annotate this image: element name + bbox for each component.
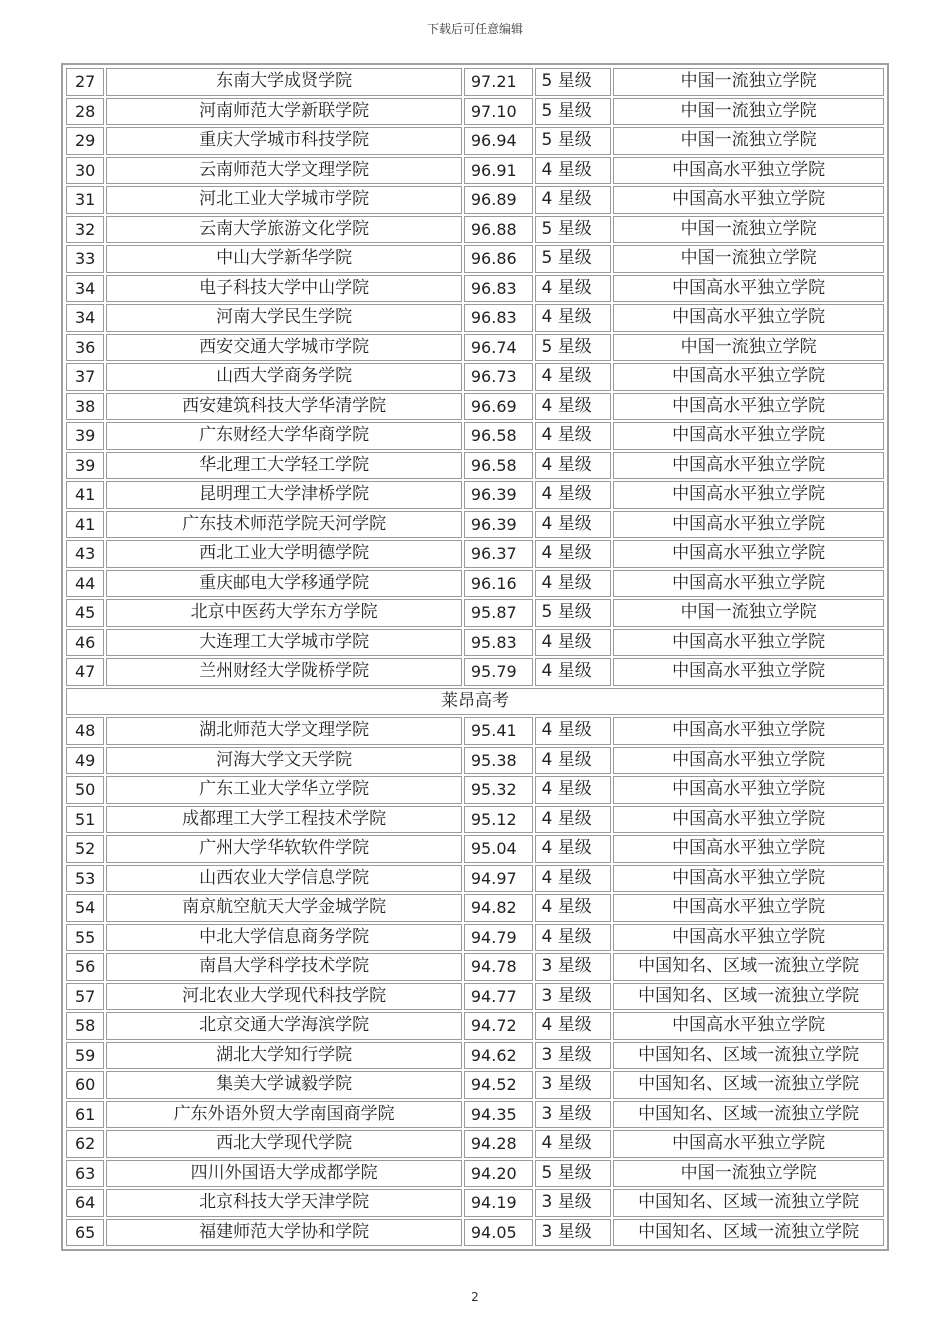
rank-cell: 54: [66, 894, 104, 922]
level-cell: 中国高水平独立学院: [613, 540, 884, 568]
score-cell: 96.37: [464, 540, 533, 568]
college-name-cell: 山西大学商务学院: [106, 363, 462, 391]
college-name-cell: 山西农业大学信息学院: [106, 865, 462, 893]
rank-cell: 44: [66, 570, 104, 598]
table-row: [66, 983, 884, 1011]
level-cell: 中国一流独立学院: [613, 599, 884, 627]
college-name-cell: 华北理工大学轻工学院: [106, 452, 462, 480]
star-rating-cell: 3 星级: [535, 1101, 612, 1129]
score-cell: 96.91: [464, 157, 533, 185]
score-cell: 94.97: [464, 865, 533, 893]
rank-cell: 41: [66, 481, 104, 509]
college-name-cell: 西北大学现代学院: [106, 1130, 462, 1158]
level-cell: 中国一流独立学院: [613, 98, 884, 126]
rank-cell: 36: [66, 334, 104, 362]
score-cell: 96.83: [464, 304, 533, 332]
rank-cell: 59: [66, 1042, 104, 1070]
rank-cell: 37: [66, 363, 104, 391]
table-row: [66, 1219, 884, 1247]
college-name-cell: 河北农业大学现代科技学院: [106, 983, 462, 1011]
score-cell: 94.78: [464, 953, 533, 981]
level-cell: 中国高水平独立学院: [613, 865, 884, 893]
star-rating-cell: 4 星级: [535, 717, 612, 745]
star-rating-cell: 4 星级: [535, 511, 612, 539]
level-cell: 中国高水平独立学院: [613, 275, 884, 303]
rank-cell: 52: [66, 835, 104, 863]
score-cell: 96.94: [464, 127, 533, 155]
star-rating-cell: 4 星级: [535, 658, 612, 686]
score-cell: 96.73: [464, 363, 533, 391]
star-rating-cell: 5 星级: [535, 599, 612, 627]
college-name-cell: 广东工业大学华立学院: [106, 776, 462, 804]
star-rating-cell: 5 星级: [535, 1160, 612, 1188]
star-rating-cell: 4 星级: [535, 452, 612, 480]
score-cell: 97.10: [464, 98, 533, 126]
star-rating-cell: 5 星级: [535, 334, 612, 362]
rank-cell: 64: [66, 1189, 104, 1217]
rank-cell: 34: [66, 275, 104, 303]
level-cell: 中国高水平独立学院: [613, 747, 884, 775]
college-name-cell: 重庆邮电大学移通学院: [106, 570, 462, 598]
star-rating-cell: 4 星级: [535, 275, 612, 303]
college-name-cell: 河南师范大学新联学院: [106, 98, 462, 126]
star-rating-cell: 4 星级: [535, 540, 612, 568]
college-name-cell: 中北大学信息商务学院: [106, 924, 462, 952]
level-cell: 中国一流独立学院: [613, 245, 884, 273]
college-name-cell: 西安交通大学城市学院: [106, 334, 462, 362]
star-rating-cell: 5 星级: [535, 98, 612, 126]
level-cell: 中国高水平独立学院: [613, 806, 884, 834]
score-cell: 97.21: [464, 68, 533, 96]
rank-cell: 29: [66, 127, 104, 155]
level-cell: 中国高水平独立学院: [613, 304, 884, 332]
table-row: [66, 570, 884, 598]
level-cell: 中国高水平独立学院: [613, 924, 884, 952]
score-cell: 96.39: [464, 481, 533, 509]
star-rating-cell: 4 星级: [535, 924, 612, 952]
level-cell: 中国知名、区域一流独立学院: [613, 1219, 884, 1247]
college-name-cell: 河海大学文天学院: [106, 747, 462, 775]
score-cell: 95.83: [464, 629, 533, 657]
college-name-cell: 东南大学成贤学院: [106, 68, 462, 96]
rank-cell: 50: [66, 776, 104, 804]
rank-cell: 32: [66, 216, 104, 244]
college-name-cell: 西安建筑科技大学华清学院: [106, 393, 462, 421]
score-cell: 94.20: [464, 1160, 533, 1188]
banner-cell: 莱昂高考: [66, 688, 884, 716]
rank-cell: 33: [66, 245, 104, 273]
table-row: [66, 806, 884, 834]
star-rating-cell: 4 星级: [535, 363, 612, 391]
table-row: [66, 1012, 884, 1040]
college-name-cell: 重庆大学城市科技学院: [106, 127, 462, 155]
score-cell: 95.12: [464, 806, 533, 834]
rank-cell: 43: [66, 540, 104, 568]
level-cell: 中国高水平独立学院: [613, 1012, 884, 1040]
table-row: [66, 334, 884, 362]
score-cell: 96.89: [464, 186, 533, 214]
table-row: [66, 186, 884, 214]
rank-cell: 56: [66, 953, 104, 981]
college-name-cell: 四川外国语大学成都学院: [106, 1160, 462, 1188]
score-cell: 96.58: [464, 422, 533, 450]
level-cell: 中国高水平独立学院: [613, 776, 884, 804]
star-rating-cell: 3 星级: [535, 1219, 612, 1247]
ranking-rows-top: [66, 68, 884, 686]
level-cell: 中国高水平独立学院: [613, 157, 884, 185]
table-row: [66, 924, 884, 952]
college-name-cell: 湖北大学知行学院: [106, 1042, 462, 1070]
score-cell: 94.28: [464, 1130, 533, 1158]
level-cell: 中国一流独立学院: [613, 216, 884, 244]
table-row: [66, 393, 884, 421]
score-cell: 94.72: [464, 1012, 533, 1040]
star-rating-cell: 4 星级: [535, 1012, 612, 1040]
level-cell: 中国一流独立学院: [613, 1160, 884, 1188]
rank-cell: 58: [66, 1012, 104, 1040]
table-row: [66, 127, 884, 155]
level-cell: 中国知名、区域一流独立学院: [613, 1071, 884, 1099]
star-rating-cell: 4 星级: [535, 776, 612, 804]
rank-cell: 38: [66, 393, 104, 421]
score-cell: 96.58: [464, 452, 533, 480]
rank-cell: 57: [66, 983, 104, 1011]
star-rating-cell: 3 星级: [535, 953, 612, 981]
score-cell: 96.39: [464, 511, 533, 539]
star-rating-cell: 5 星级: [535, 216, 612, 244]
score-cell: 96.16: [464, 570, 533, 598]
college-name-cell: 昆明理工大学津桥学院: [106, 481, 462, 509]
table-row: [66, 835, 884, 863]
table-row: [66, 68, 884, 96]
rank-cell: 31: [66, 186, 104, 214]
rank-cell: 47: [66, 658, 104, 686]
score-cell: 95.79: [464, 658, 533, 686]
star-rating-cell: 3 星级: [535, 1042, 612, 1070]
level-cell: 中国高水平独立学院: [613, 481, 884, 509]
rank-cell: 63: [66, 1160, 104, 1188]
level-cell: 中国高水平独立学院: [613, 452, 884, 480]
rank-cell: 48: [66, 717, 104, 745]
score-cell: 95.04: [464, 835, 533, 863]
college-name-cell: 大连理工大学城市学院: [106, 629, 462, 657]
rank-cell: 53: [66, 865, 104, 893]
level-cell: 中国知名、区域一流独立学院: [613, 953, 884, 981]
star-rating-cell: 5 星级: [535, 68, 612, 96]
star-rating-cell: 4 星级: [535, 157, 612, 185]
star-rating-cell: 4 星级: [535, 1130, 612, 1158]
college-name-cell: 北京中医药大学东方学院: [106, 599, 462, 627]
table-row: [66, 776, 884, 804]
score-cell: 94.77: [464, 983, 533, 1011]
page-number: 2: [471, 1290, 479, 1304]
college-name-cell: 电子科技大学中山学院: [106, 275, 462, 303]
level-cell: 中国知名、区域一流独立学院: [613, 1042, 884, 1070]
level-cell: 中国知名、区域一流独立学院: [613, 1189, 884, 1217]
rank-cell: 30: [66, 157, 104, 185]
table-row: [66, 629, 884, 657]
table-row: [66, 481, 884, 509]
table-row: [66, 422, 884, 450]
college-name-cell: 福建师范大学协和学院: [106, 1219, 462, 1247]
table-row: [66, 1101, 884, 1129]
score-cell: 95.38: [464, 747, 533, 775]
star-rating-cell: 4 星级: [535, 629, 612, 657]
table-row: [66, 1071, 884, 1099]
score-cell: 96.83: [464, 275, 533, 303]
star-rating-cell: 4 星级: [535, 806, 612, 834]
table-row: [66, 1130, 884, 1158]
table-row: [66, 540, 884, 568]
star-rating-cell: 4 星级: [535, 570, 612, 598]
star-rating-cell: 3 星级: [535, 1189, 612, 1217]
level-cell: 中国知名、区域一流独立学院: [613, 983, 884, 1011]
score-cell: 94.62: [464, 1042, 533, 1070]
rank-cell: 41: [66, 511, 104, 539]
star-rating-cell: 4 星级: [535, 747, 612, 775]
star-rating-cell: 4 星级: [535, 304, 612, 332]
rank-cell: 27: [66, 68, 104, 96]
score-cell: 96.74: [464, 334, 533, 362]
table-row: [66, 98, 884, 126]
college-name-cell: 南京航空航天大学金城学院: [106, 894, 462, 922]
level-cell: 中国高水平独立学院: [613, 511, 884, 539]
table-row: [66, 452, 884, 480]
star-rating-cell: 4 星级: [535, 422, 612, 450]
table-row: [66, 157, 884, 185]
level-cell: 中国高水平独立学院: [613, 1130, 884, 1158]
level-cell: 中国高水平独立学院: [613, 186, 884, 214]
college-name-cell: 广州大学华软软件学院: [106, 835, 462, 863]
college-name-cell: 云南师范大学文理学院: [106, 157, 462, 185]
college-name-cell: 兰州财经大学陇桥学院: [106, 658, 462, 686]
rank-cell: 62: [66, 1130, 104, 1158]
score-cell: 96.86: [464, 245, 533, 273]
score-cell: 96.88: [464, 216, 533, 244]
rank-cell: 45: [66, 599, 104, 627]
score-cell: 94.35: [464, 1101, 533, 1129]
score-cell: 94.52: [464, 1071, 533, 1099]
rank-cell: 28: [66, 98, 104, 126]
college-name-cell: 河南大学民生学院: [106, 304, 462, 332]
college-name-cell: 西北工业大学明德学院: [106, 540, 462, 568]
rank-cell: 46: [66, 629, 104, 657]
rank-cell: 55: [66, 924, 104, 952]
star-rating-cell: 4 星级: [535, 835, 612, 863]
ranking-table: [61, 63, 889, 1251]
college-name-cell: 北京科技大学天津学院: [106, 1189, 462, 1217]
star-rating-cell: 4 星级: [535, 393, 612, 421]
college-name-cell: 广东技术师范学院天河学院: [106, 511, 462, 539]
level-cell: 中国高水平独立学院: [613, 658, 884, 686]
table-row: [66, 1042, 884, 1070]
table-row: [66, 216, 884, 244]
rank-cell: 49: [66, 747, 104, 775]
college-name-cell: 湖北师范大学文理学院: [106, 717, 462, 745]
table-row: [66, 1189, 884, 1217]
score-cell: 96.69: [464, 393, 533, 421]
score-cell: 94.19: [464, 1189, 533, 1217]
college-name-cell: 南昌大学科学技术学院: [106, 953, 462, 981]
rank-cell: 39: [66, 422, 104, 450]
star-rating-cell: 5 星级: [535, 245, 612, 273]
level-cell: 中国一流独立学院: [613, 68, 884, 96]
score-cell: 94.05: [464, 1219, 533, 1247]
rank-cell: 61: [66, 1101, 104, 1129]
college-name-cell: 集美大学诚毅学院: [106, 1071, 462, 1099]
level-cell: 中国高水平独立学院: [613, 570, 884, 598]
table-row: [66, 304, 884, 332]
level-cell: 中国知名、区域一流独立学院: [613, 1101, 884, 1129]
page-header: 下载后可任意编辑: [426, 22, 523, 36]
college-name-cell: 广东财经大学华商学院: [106, 422, 462, 450]
table-row: [66, 511, 884, 539]
table-row: [66, 275, 884, 303]
score-cell: 95.32: [464, 776, 533, 804]
star-rating-cell: 4 星级: [535, 894, 612, 922]
college-name-cell: 云南大学旅游文化学院: [106, 216, 462, 244]
level-cell: 中国一流独立学院: [613, 127, 884, 155]
level-cell: 中国高水平独立学院: [613, 835, 884, 863]
level-cell: 中国高水平独立学院: [613, 717, 884, 745]
star-rating-cell: 4 星级: [535, 481, 612, 509]
score-cell: 95.87: [464, 599, 533, 627]
table-row: [66, 658, 884, 686]
college-name-cell: 广东外语外贸大学南国商学院: [106, 1101, 462, 1129]
table-row: [66, 865, 884, 893]
star-rating-cell: 4 星级: [535, 186, 612, 214]
level-cell: 中国高水平独立学院: [613, 363, 884, 391]
level-cell: 中国高水平独立学院: [613, 393, 884, 421]
level-cell: 中国高水平独立学院: [613, 894, 884, 922]
star-rating-cell: 3 星级: [535, 1071, 612, 1099]
table-row: [66, 245, 884, 273]
table-row: [66, 747, 884, 775]
banner-row: [66, 688, 884, 716]
ranking-rows-bottom: [66, 717, 884, 1246]
star-rating-cell: 4 星级: [535, 865, 612, 893]
rank-cell: 34: [66, 304, 104, 332]
table-row: [66, 599, 884, 627]
rank-cell: 65: [66, 1219, 104, 1247]
college-name-cell: 成都理工大学工程技术学院: [106, 806, 462, 834]
score-cell: 95.41: [464, 717, 533, 745]
score-cell: 94.79: [464, 924, 533, 952]
table-row: [66, 894, 884, 922]
star-rating-cell: 3 星级: [535, 983, 612, 1011]
college-name-cell: 中山大学新华学院: [106, 245, 462, 273]
level-cell: 中国高水平独立学院: [613, 629, 884, 657]
table-row: [66, 717, 884, 745]
table-row: [66, 953, 884, 981]
college-name-cell: 北京交通大学海滨学院: [106, 1012, 462, 1040]
table-row: [66, 363, 884, 391]
table-row: [66, 1160, 884, 1188]
rank-cell: 60: [66, 1071, 104, 1099]
level-cell: 中国一流独立学院: [613, 334, 884, 362]
level-cell: 中国高水平独立学院: [613, 422, 884, 450]
college-name-cell: 河北工业大学城市学院: [106, 186, 462, 214]
score-cell: 94.82: [464, 894, 533, 922]
star-rating-cell: 5 星级: [535, 127, 612, 155]
rank-cell: 39: [66, 452, 104, 480]
rank-cell: 51: [66, 806, 104, 834]
